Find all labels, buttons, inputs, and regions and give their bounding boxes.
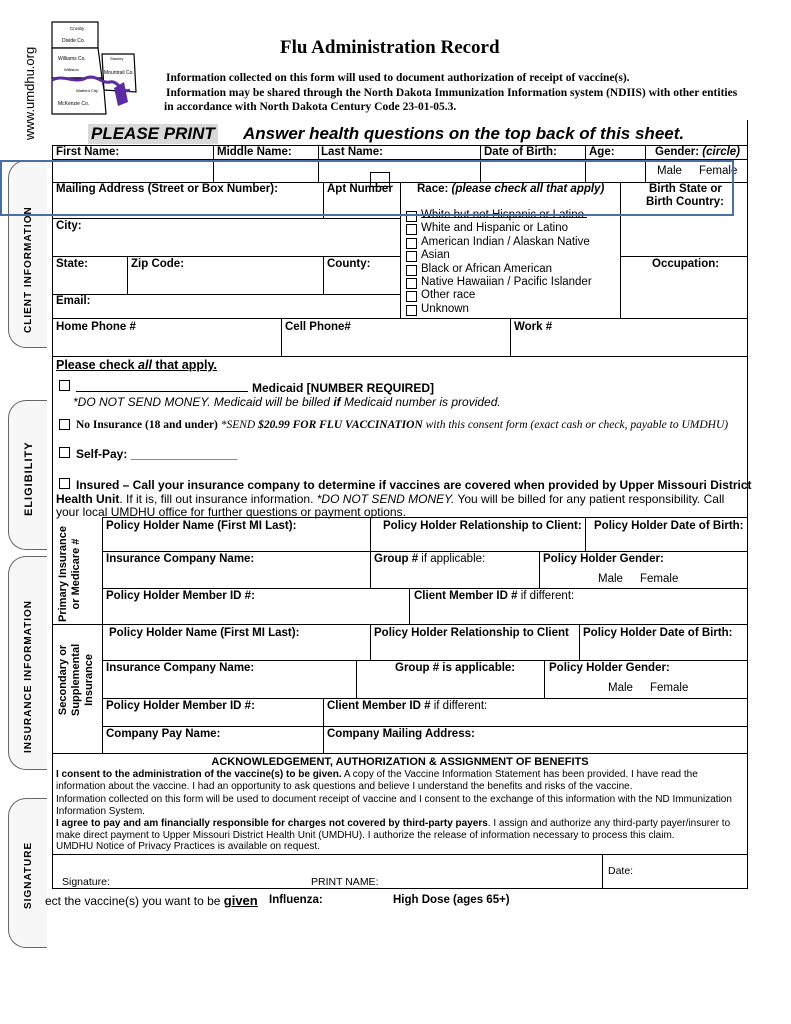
signature-tab <box>8 798 47 948</box>
ack-consent-text: I consent to the administration of the vaccine(s) to be given. A copy of the Vaccine Information Statement has been provided. I have read the information about the vaccine. I had an opportunity to ask questions and believe I understand the benefits and risks of the vaccine. <box>56 769 698 792</box>
primary-client-member-label: Client Member ID # if different: <box>414 590 575 602</box>
insurance-information-tab-label: INSURANCE INFORMATION <box>23 599 34 753</box>
gender-label: Gender: (circle) <box>655 146 741 158</box>
ack-info-text: Information collected on this form will be used to document receipt of vaccine and I consent to the exchange of this information with the ND Immunization Information System. <box>56 794 732 817</box>
first-name-label: First Name: <box>56 146 120 158</box>
primary-member-id-input[interactable] <box>103 603 408 623</box>
map-label-mckenzie: McKenzie Co. <box>58 101 90 107</box>
info-line-2: Information may be shared through the North Dakota Immunization Information system (NDIIS) with other entities <box>166 87 738 99</box>
secondary-gender-female[interactable]: Female <box>650 682 689 694</box>
age-label: Age: <box>589 146 615 158</box>
company-pay-name-label: Company Pay Name: <box>106 728 221 740</box>
no-insurance-checkbox[interactable] <box>59 419 70 430</box>
medicaid-checkbox[interactable] <box>59 380 70 391</box>
form-top-border <box>52 145 748 146</box>
medicaid-number-line[interactable] <box>76 391 248 392</box>
company-mailing-address-input[interactable] <box>324 741 746 752</box>
website-url: www.umdhu.org <box>22 46 37 140</box>
county-input[interactable] <box>324 272 399 293</box>
self-pay-checkbox[interactable] <box>59 447 70 458</box>
race-label: Race: (please check all that apply) <box>417 183 605 195</box>
primary-holder-gender-label: Policy Holder Gender: <box>543 553 664 565</box>
client-information-tab-label: CLIENT INFORMATION <box>23 206 34 333</box>
primary-group-input[interactable] <box>371 566 538 587</box>
eligibility-tab-label: ELIGIBILITY <box>23 441 35 516</box>
insured-checkbox[interactable] <box>59 478 70 489</box>
race-checkbox-1[interactable] <box>406 224 417 235</box>
company-pay-name-input[interactable] <box>103 741 322 752</box>
birth-state-label-1: Birth State or <box>649 183 722 195</box>
form-right-border <box>747 120 748 888</box>
check-all-heading: Please check all that apply. <box>56 358 217 372</box>
work-phone-input[interactable] <box>511 334 746 355</box>
primary-relationship-input[interactable] <box>371 534 584 551</box>
select-vaccine-text: ect the vaccine(s) you want to be given <box>45 893 258 908</box>
county-map-svg <box>50 20 160 115</box>
primary-holder-dob-input[interactable] <box>586 534 746 551</box>
map-label-watford: Watford City <box>76 88 98 93</box>
zip-code-label: Zip Code: <box>131 258 185 270</box>
secondary-client-member-input[interactable] <box>324 713 746 725</box>
primary-holder-dob-label: Policy Holder Date of Birth: <box>594 520 744 532</box>
self-pay-label[interactable]: Self-Pay: ________________ <box>76 447 238 461</box>
high-dose-label: High Dose (ages 65+) <box>393 894 510 906</box>
state-label: State: <box>56 258 88 270</box>
city-input[interactable] <box>53 233 399 255</box>
highlight-box <box>0 160 734 216</box>
primary-holder-name-input[interactable] <box>103 534 369 551</box>
map-label-mountrail: Mountrail Co. <box>104 70 134 76</box>
no-insurance-label: No Insurance (18 and under) *SEND $20.99 FOR FLU VACCINATION with this consent form (exact cash or check, payable to UMDHU) <box>76 419 729 431</box>
secondary-company-label: Insurance Company Name: <box>106 662 255 674</box>
zip-code-input[interactable] <box>128 272 322 293</box>
please-print-label: PLEASE PRINT <box>88 124 218 144</box>
primary-gender-male[interactable]: Male <box>598 573 623 585</box>
home-phone-input[interactable] <box>53 334 280 355</box>
mailing-address-label: Mailing Address (Street or Box Number): <box>56 183 278 195</box>
gender-female-option[interactable]: Female <box>699 165 738 177</box>
primary-company-label: Insurance Company Name: <box>106 553 255 565</box>
county-label: County: <box>327 258 371 270</box>
page-title: Flu Administration Record <box>280 37 500 58</box>
primary-insurance-section-label: Primary Insurance or Medicare # <box>57 526 82 622</box>
primary-holder-name-label: Policy Holder Name (First MI Last): <box>106 520 297 532</box>
ack-agree-text: I agree to pay and am financially responsible for charges not covered by third-party payers. I assign and authorize any third-party payer/insurer to make direct payment to Upper Missouri District Health Unit (UMDHU). I authorize the release of information necessary to process this claim. <box>56 818 731 841</box>
race-checkbox-6[interactable] <box>406 291 417 302</box>
birth-state-label-2: Birth Country: <box>646 196 724 208</box>
insured-line-2: Health Unit. If it is, fill out insurance information. *DO NOT SEND MONEY. You will be billed for any patient responsibility. Call <box>56 492 725 506</box>
work-phone-label: Work # <box>514 321 553 333</box>
primary-group-label: Group # if applicable: <box>374 553 486 565</box>
secondary-holder-name-input[interactable] <box>103 641 369 659</box>
signature-input[interactable] <box>120 860 300 886</box>
date-label: Date: <box>608 865 634 877</box>
race-option-0-strike <box>421 217 587 218</box>
race-checkbox-7[interactable] <box>406 305 417 316</box>
print-name-input[interactable] <box>385 860 600 886</box>
company-mailing-address-label: Company Mailing Address: <box>327 728 475 740</box>
map-label-williams: Williams Co. <box>58 56 86 62</box>
signature-tab-label: SIGNATURE <box>23 841 34 909</box>
insured-label: Insured – Call your insurance company to determine if vaccines are covered when provided by Upper Missouri District <box>76 478 752 492</box>
cell-phone-input[interactable] <box>282 334 509 355</box>
gender-male-option[interactable]: Male <box>657 165 682 177</box>
secondary-insurance-section-label: Secondary or Supplemental Insurance <box>57 643 95 716</box>
map-label-crosby: Crosby <box>70 26 85 31</box>
race-checkbox-5[interactable] <box>406 278 417 289</box>
ack-privacy-text: UMDHU Notice of Privacy Practices is available on request. <box>56 841 320 852</box>
occupation-label: Occupation: <box>652 258 720 270</box>
insured-line-3: your local UMDHU office for further questions or payment options. <box>56 505 406 519</box>
info-line-3: in accordance with North Dakota Century Code 23-01-05.3. <box>164 101 457 113</box>
secondary-relationship-input[interactable] <box>371 641 578 659</box>
info-line-1: Information collected on this form will used to document authorization of receipt of vaccine(s). <box>166 72 630 84</box>
secondary-group-label: Group # is applicable: <box>395 662 516 674</box>
secondary-group-input[interactable] <box>357 676 543 697</box>
signature-label: Signature: <box>62 876 110 888</box>
secondary-holder-dob-input[interactable] <box>580 641 746 659</box>
email-label: Email: <box>56 295 91 307</box>
date-input[interactable] <box>640 858 746 886</box>
middle-name-label: Middle Name: <box>217 146 292 158</box>
ack-title: ACKNOWLEDGEMENT, AUTHORIZATION & ASSIGNMENT OF BENEFITS <box>211 756 589 768</box>
primary-member-id-label: Policy Holder Member ID #: <box>106 590 255 602</box>
medicaid-note: *DO NOT SEND MONEY. Medicaid will be billed if Medicaid number is provided. <box>73 395 501 409</box>
print-name-label: PRINT NAME: <box>311 876 379 888</box>
apt-number-label: Apt Number <box>327 183 393 195</box>
occupation-input[interactable] <box>621 272 746 317</box>
map-label-stanley: Stanley <box>110 56 124 61</box>
race-checkbox-2[interactable] <box>406 238 417 249</box>
dob-label: Date of Birth: <box>484 146 557 158</box>
email-input[interactable] <box>53 308 399 318</box>
secondary-member-id-label: Policy Holder Member ID #: <box>106 700 255 712</box>
secondary-member-id-input[interactable] <box>103 713 322 725</box>
map-label-divide: Divide Co. <box>62 38 86 44</box>
race-checkbox-3[interactable] <box>406 251 417 262</box>
health-questions-instruction: Answer health questions on the top back of this sheet. <box>243 124 685 143</box>
primary-client-member-input[interactable] <box>410 603 746 623</box>
last-name-label: Last Name: <box>321 146 383 158</box>
county-map-logo <box>50 20 160 115</box>
secondary-company-input[interactable] <box>103 676 355 697</box>
insurance-information-tab <box>8 556 47 770</box>
eligibility-tab <box>8 400 47 550</box>
map-label-williston: Williston <box>64 67 79 72</box>
race-checkbox-4[interactable] <box>406 265 417 276</box>
secondary-holder-name-label: Policy Holder Name (First MI Last): <box>109 627 300 639</box>
secondary-relationship-label: Policy Holder Relationship to Client <box>374 627 569 639</box>
primary-gender-female[interactable]: Female <box>640 573 679 585</box>
birth-state-input[interactable] <box>621 212 746 255</box>
primary-company-input[interactable] <box>103 566 369 587</box>
medicaid-label: Medicaid [NUMBER REQUIRED] <box>252 381 435 395</box>
secondary-client-member-label: Client Member ID # if different: <box>327 700 488 712</box>
state-input[interactable] <box>53 272 126 293</box>
secondary-gender-male[interactable]: Male <box>608 682 633 694</box>
home-phone-label: Home Phone # <box>56 321 136 333</box>
influenza-label: Influenza: <box>269 894 323 906</box>
cell-phone-label: Cell Phone# <box>285 321 351 333</box>
primary-relationship-label: Policy Holder Relationship to Client: <box>383 520 582 532</box>
secondary-holder-dob-label: Policy Holder Date of Birth: <box>583 627 733 639</box>
city-label: City: <box>56 220 82 232</box>
secondary-holder-gender-label: Policy Holder Gender: <box>549 662 670 674</box>
